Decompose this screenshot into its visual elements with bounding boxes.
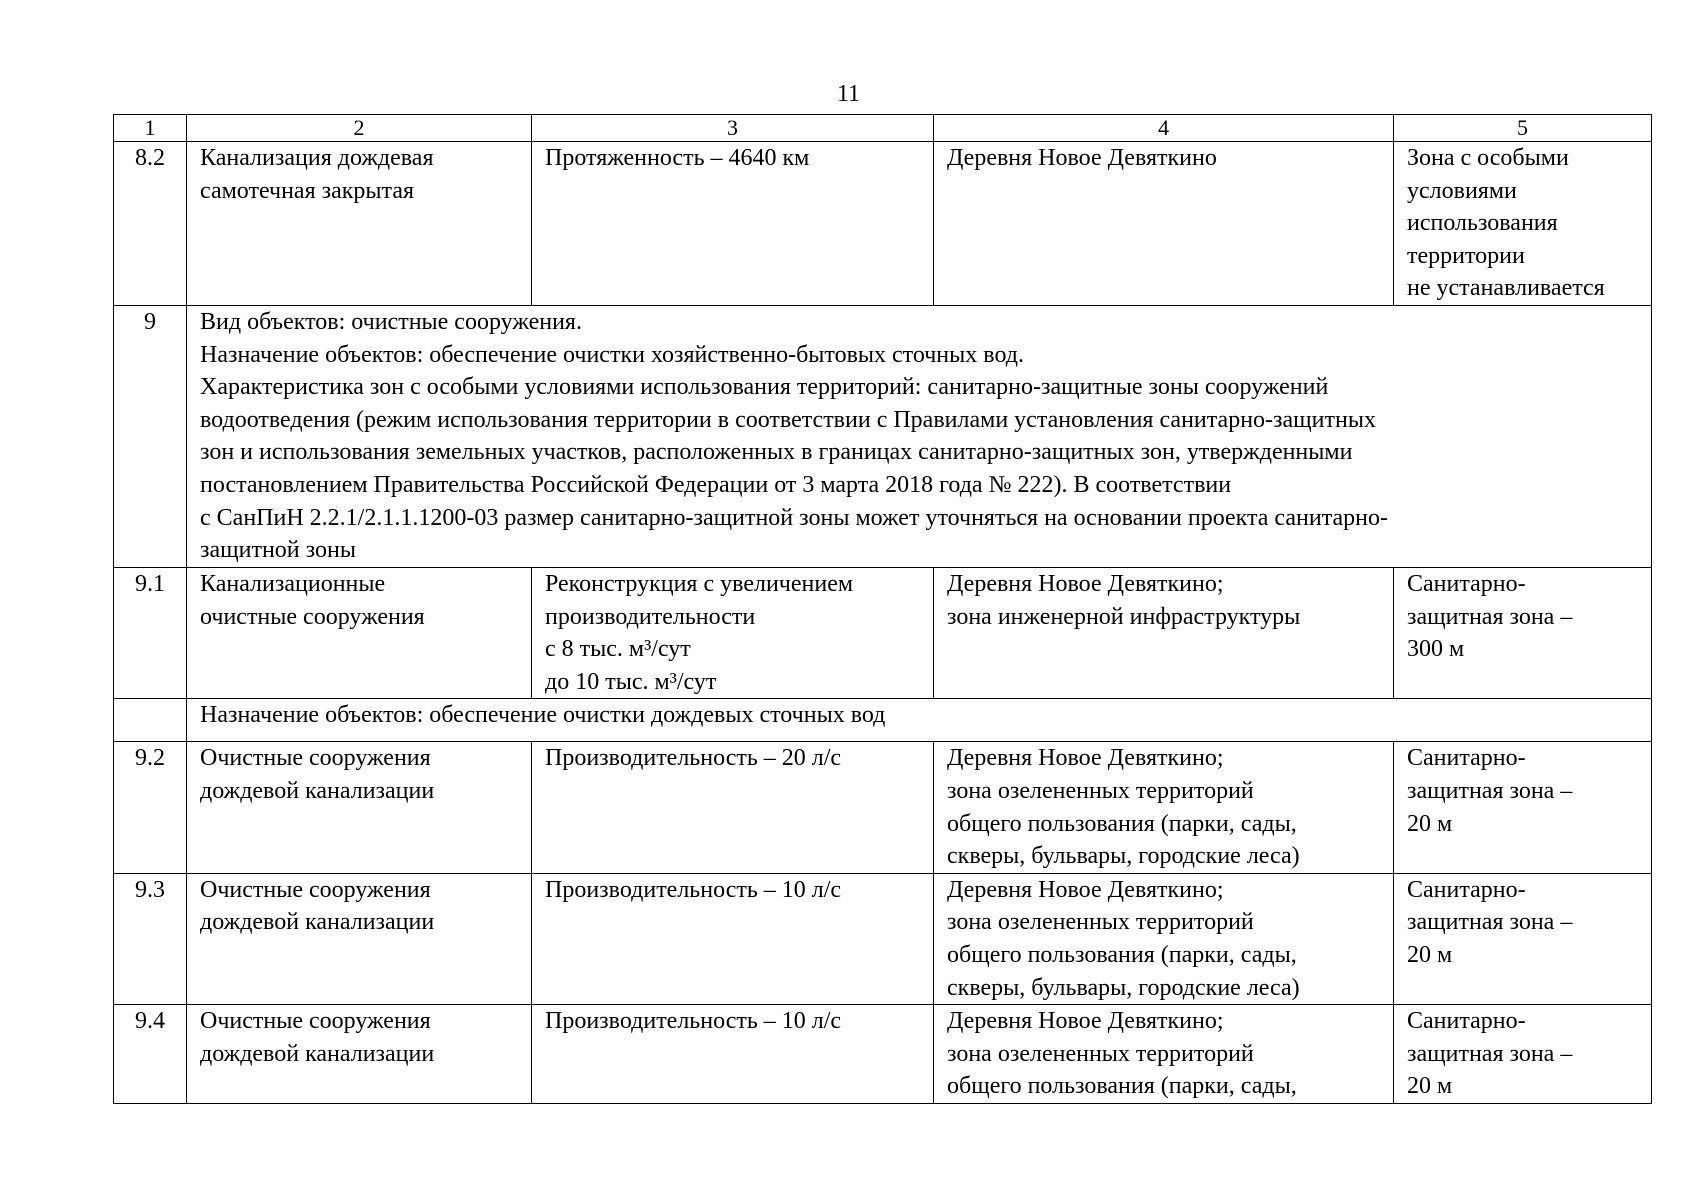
table-row (114, 142, 1652, 306)
table-row (114, 568, 1652, 699)
row-number: 9.3 (114, 873, 187, 1004)
row-number: 9.1 (114, 568, 187, 699)
objects-table (113, 114, 1652, 1104)
object-name: Очистные сооружения дождевой канализации (187, 1005, 532, 1104)
object-name: Канализация дождевая самотечная закрытая (187, 142, 532, 306)
object-location: Деревня Новое Девяткино (934, 142, 1394, 306)
object-characteristic: Производительность – 20 л/с (532, 742, 934, 873)
object-name: Очистные сооружения дождевой канализации (187, 742, 532, 873)
zone-characteristic: Зона с особыми условиями использования территории не устанавливается (1394, 142, 1652, 306)
column-number-3: 3 (532, 115, 934, 142)
row-number: 8.2 (114, 142, 187, 306)
object-location: Деревня Новое Девяткино; зона озелененных территорий общего пользования (парки, сады, скверы, бульвары, городские леса) (934, 873, 1394, 1004)
zone-characteristic: Санитарно- защитная зона – 20 м (1394, 742, 1652, 873)
row-number: 9.4 (114, 1005, 187, 1104)
row-number: 9.2 (114, 742, 187, 873)
column-number-4: 4 (934, 115, 1394, 142)
object-characteristic: Производительность – 10 л/с (532, 873, 934, 1004)
zone-characteristic: Санитарно- защитная зона – 20 м (1394, 873, 1652, 1004)
table-header-row (114, 115, 1652, 142)
row-number: 9 (114, 306, 187, 568)
zone-characteristic: Санитарно- защитная зона – 300 м (1394, 568, 1652, 699)
object-characteristic: Реконструкция с увеличением производительности с 8 тыс. м³/сут до 10 тыс. м³/сут (532, 568, 934, 699)
column-number-1: 1 (114, 115, 187, 142)
object-characteristic: Производительность – 10 л/с (532, 1005, 934, 1104)
section-description: Вид объектов: очистные сооружения. Назначение объектов: обеспечение очистки хозяйственно-бытовых сточных вод. Характеристика зон с особыми условиями использования территорий: санитарно-защитные зоны сооружений водоотведения (режим использования территории в соответствии с Правилами установления санитарно-защитных зон и использования земельных участков, расположенных в границах санитарно-защитных зон, утвержденными постановлением Правительства Российской Федерации от 3 марта 2018 года № 222). В соответствии с СанПиН 2.2.1/2.1.1.1200-03 размер санитарно-защитной зоны может уточняться на основании проекта санитарно- защитной зоны (187, 306, 1652, 568)
object-name: Канализационные очистные сооружения (187, 568, 532, 699)
object-name: Очистные сооружения дождевой канализации (187, 873, 532, 1004)
column-number-5: 5 (1394, 115, 1652, 142)
object-location: Деревня Новое Девяткино; зона озелененных территорий общего пользования (парки, сады, скверы, бульвары, городские леса) (934, 742, 1394, 873)
table-section-row (114, 699, 1652, 742)
column-number-2: 2 (187, 115, 532, 142)
table-row (114, 873, 1652, 1004)
row-number (114, 699, 187, 742)
page-number: 11 (836, 81, 861, 107)
table-row (114, 1005, 1652, 1104)
zone-characteristic: Санитарно- защитная зона – 20 м (1394, 1005, 1652, 1104)
object-location: Деревня Новое Девяткино; зона инженерной инфраструктуры (934, 568, 1394, 699)
table-section-row (114, 306, 1652, 568)
table-row (114, 742, 1652, 873)
section-description: Назначение объектов: обеспечение очистки дождевых сточных вод (187, 699, 1652, 742)
object-characteristic: Протяженность – 4640 км (532, 142, 934, 306)
object-location: Деревня Новое Девяткино; зона озелененных территорий общего пользования (парки, сады, (934, 1005, 1394, 1104)
